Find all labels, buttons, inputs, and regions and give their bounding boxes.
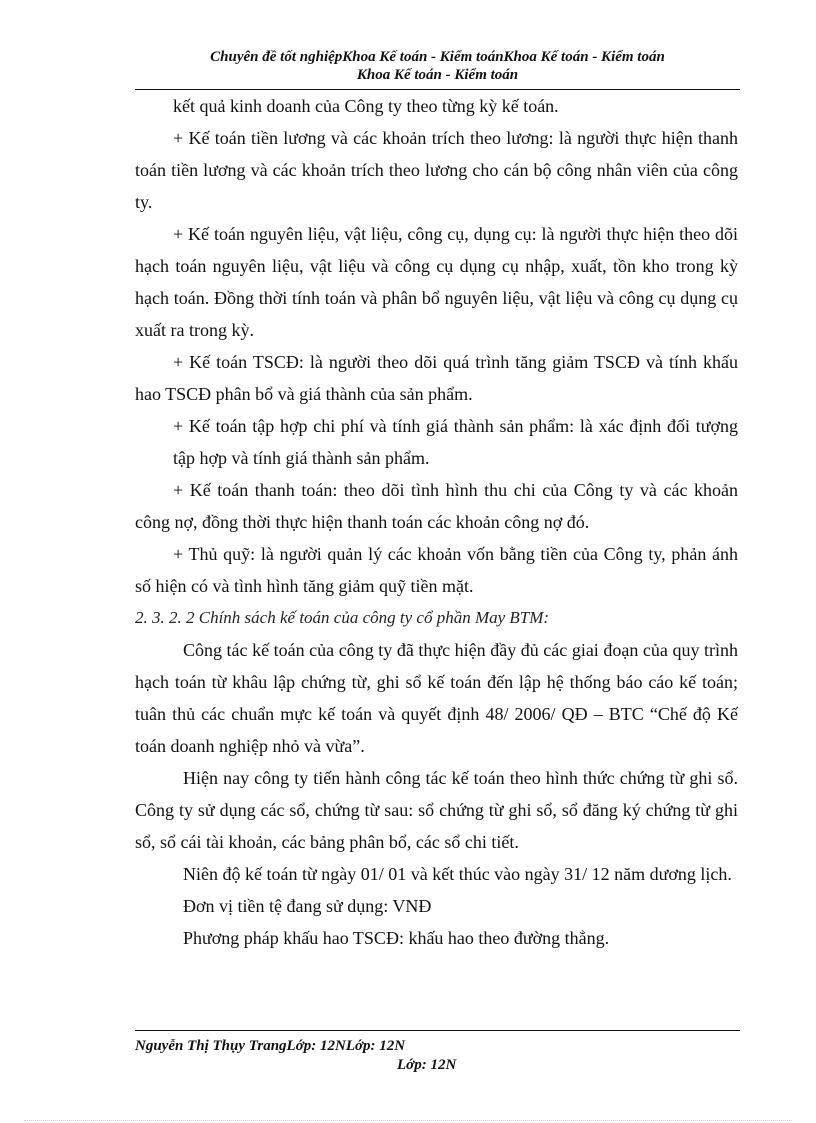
page-footer (135, 1037, 456, 1075)
page-header (135, 48, 740, 84)
footer-line-2: Lớp: 12N (397, 1057, 457, 1073)
paragraph: Niên độ kế toán từ ngày 01/ 01 và kết thúc vào ngày 31/ 12 năm dương lịch. (183, 864, 732, 884)
section-heading: 2. 3. 2. 2 Chính sách kế toán của công ty cổ phần May BTM: (135, 608, 550, 627)
paragraph: Công tác kế toán của công ty đã thực hiện đầy đủ các giai đoạn của quy trình hạch toán từ khâu lập chứng từ, ghi sổ kế toán đến lập hệ thống báo cáo kế toán; tuân thủ các chuẩn mực kế toán và quyết định 48/ 2006/ QĐ – BTC “Chế độ Kế toán doanh nghiệp nhỏ và vừa”. (135, 640, 738, 756)
paragraph: Phương pháp khấu hao TSCĐ: khấu hao theo đường thẳng. (183, 928, 610, 948)
header-line-1: Chuyên đề tốt nghiệpKhoa Kế toán - Kiểm toánKhoa Kế toán - Kiểm toán (210, 49, 665, 65)
page-edge-divider (24, 1120, 792, 1121)
paragraph: + Thủ quỹ: là người quản lý các khoản vốn bằng tiền của Công ty, phản ánh số hiện có và tình hình tăng giảm quỹ tiền mặt. (135, 544, 738, 596)
paragraph: Hiện nay công ty tiến hành công tác kế toán theo hình thức chứng từ ghi sổ. Công ty sử dụng các sổ, chứng từ sau: sổ chứng từ ghi sổ, sổ đăng ký chứng từ ghi sổ, sổ cái tài khoản, các bảng phân bổ, các sổ chi tiết. (135, 768, 738, 852)
footer-rule (135, 1030, 740, 1031)
header-line-2: Khoa Kế toán - Kiểm toán (356, 67, 519, 83)
footer-line-1: Nguyễn Thị Thụy TrangLớp: 12NLớp: 12N (135, 1038, 406, 1054)
paragraph: + Kế toán tiền lương và các khoản trích theo lương: là người thực hiện thanh toán tiền lương và các khoản trích theo lương cho cán bộ công nhân viên của công ty. (135, 128, 738, 212)
paragraph: + Kế toán TSCĐ: là người theo dõi quá trình tăng giảm TSCĐ và tính khấu hao TSCĐ phân bổ và giá thành của sản phẩm. (135, 352, 738, 404)
paragraph: + Kế toán nguyên liệu, vật liệu, công cụ, dụng cụ: là người thực hiện theo dõi hạch toán nguyên liệu, vật liệu và công cụ dụng cụ nhập, xuất, tồn kho trong kỳ hạch toán. Đồng thời tính toán và phân bổ nguyên liệu, vật liệu và công cụ dụng cụ xuất ra trong kỳ. (135, 224, 738, 340)
paragraph: + Kế toán tập hợp chi phí và tính giá thành sản phẩm: là xác định đối tượng tập hợp và tính giá thành sản phẩm. (173, 416, 738, 468)
document-body (135, 90, 738, 954)
paragraph: + Kế toán thanh toán: theo dõi tình hình thu chi của Công ty và các khoản công nợ, đồng thời thực hiện thanh toán các khoản công nợ đó. (135, 480, 738, 532)
paragraph: Đơn vị tiền tệ đang sử dụng: VNĐ (183, 896, 432, 916)
paragraph: kết quả kinh doanh của Công ty theo từng kỳ kế toán. (173, 96, 559, 116)
